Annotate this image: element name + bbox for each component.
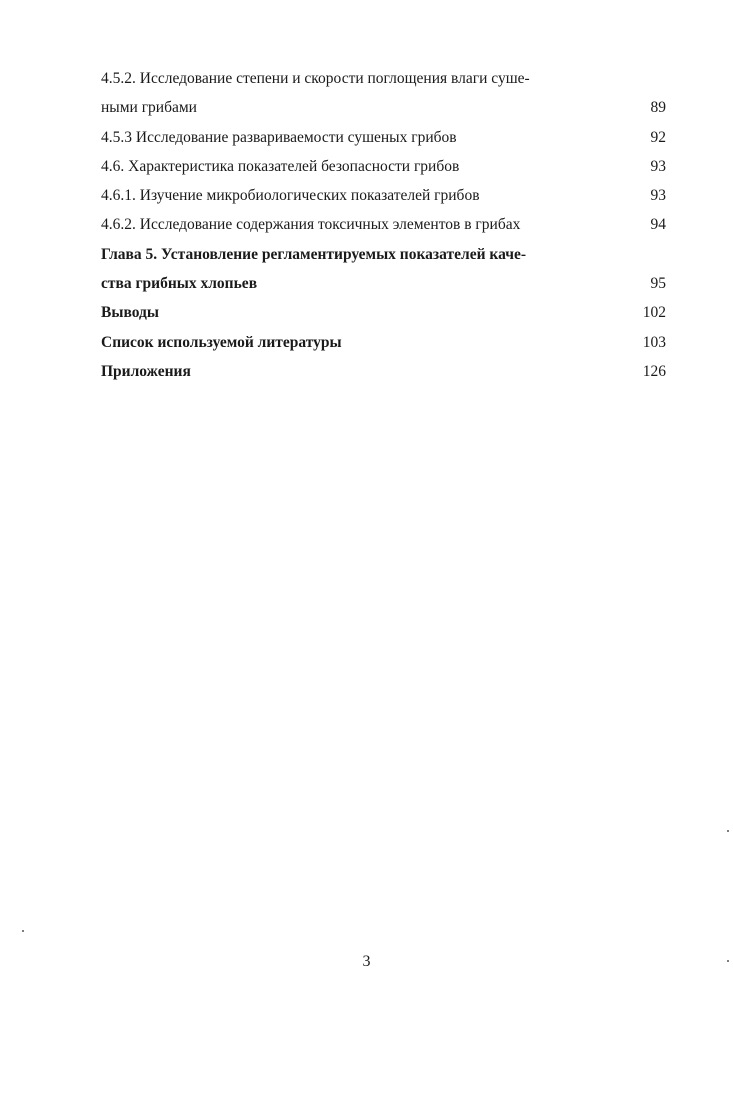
toc-entry <box>101 64 666 123</box>
scan-speck <box>727 830 729 832</box>
toc-entry-page: 102 <box>642 304 666 322</box>
toc-entry-title-line: Выводы <box>101 304 159 322</box>
toc-entry-title-line: Глава 5. Установление регламентируемых показателей каче- <box>101 245 526 263</box>
toc-entry-title-line: 4.6.1. Изучение микробиологических показателей грибов <box>101 187 480 205</box>
toc-entry-title-line: 4.5.2. Исследование степени и скорости поглощения влаги суше- <box>101 70 530 87</box>
toc-entry-page: 89 <box>650 99 666 117</box>
page-number: 3 <box>362 953 371 970</box>
toc-entry <box>101 210 666 239</box>
toc-entry-title-line: ными грибами <box>101 99 197 117</box>
toc-entry <box>101 123 666 152</box>
scan-speck <box>727 960 729 962</box>
toc-entry-page: 126 <box>642 362 666 380</box>
toc-entry-title-line: 4.6.2. Исследование содержания токсичных элементов в грибах <box>101 216 521 234</box>
toc-entry-page: 93 <box>650 187 666 205</box>
toc-entry-title-line: 4.6. Характеристика показателей безопасности грибов <box>101 157 460 175</box>
toc-entry-title-line: Список используемой литературы <box>101 333 342 351</box>
toc-entry-chapter <box>101 240 666 299</box>
scan-speck <box>22 930 24 932</box>
toc-entry-appendices <box>101 357 666 386</box>
toc-entry-conclusions <box>101 298 666 327</box>
toc-entry-title-line: ства грибных хлопьев <box>101 275 258 293</box>
toc-entry-page: 103 <box>642 333 666 351</box>
toc-entry-title-line: 4.5.3 Исследование развариваемости сушеных грибов <box>101 128 457 146</box>
toc-entry-references <box>101 328 666 357</box>
toc-entry <box>101 152 666 181</box>
toc-entry <box>101 181 666 210</box>
toc-entry-page: 94 <box>650 216 666 234</box>
toc-entry-page: 95 <box>650 275 666 293</box>
toc-entry-page: 92 <box>650 128 666 146</box>
toc-entry-page: 93 <box>650 157 666 175</box>
table-of-contents <box>101 64 666 386</box>
toc-entry-title-line: Приложения <box>101 362 191 380</box>
